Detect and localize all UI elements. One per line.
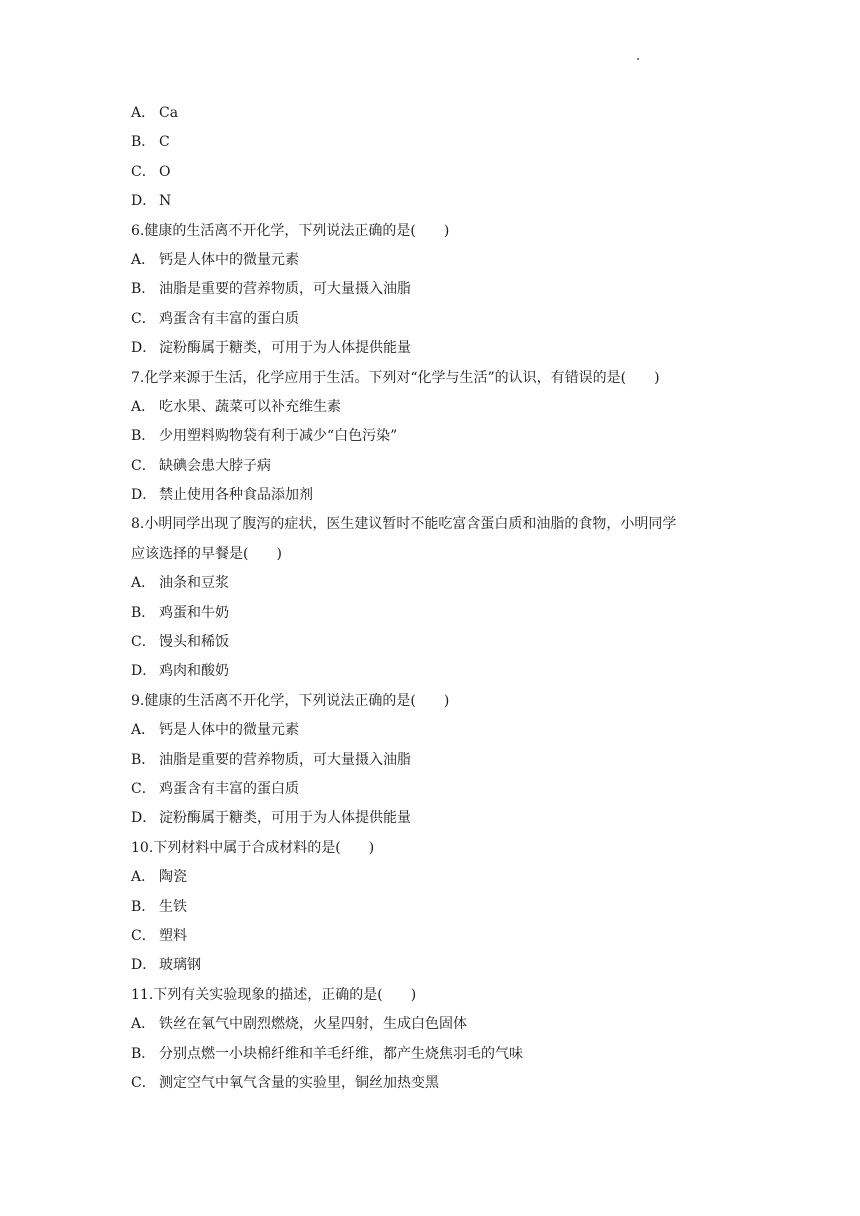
answer-option [131, 628, 771, 657]
option-letter: B． [131, 604, 156, 621]
option-text: O [159, 163, 171, 180]
answer-option [131, 746, 771, 775]
option-text: 淀粉酶属于糖类，可用于为人体提供能量 [159, 340, 411, 357]
option-letter: B． [131, 1045, 156, 1062]
option-letter: B． [131, 751, 156, 768]
question-text: 应该选择的早餐是( ) [131, 545, 282, 562]
option-letter: D． [131, 487, 157, 504]
option-letter: D． [131, 193, 157, 210]
option-letter: A． [131, 398, 156, 415]
question-text: 10.下列材料中属于合成材料的是( ) [131, 839, 375, 856]
question-text: 9.健康的生活离不开化学，下列说法正确的是( ) [131, 692, 450, 709]
option-letter: A． [131, 722, 156, 739]
option-text: 铁丝在氧气中剧烈燃烧，火星四射，生成白色固体 [159, 1016, 467, 1033]
question-text: 7.化学来源于生活，化学应用于生活。下列对“化学与生活”的认识，有错误的是( ) [131, 369, 660, 386]
option-text: 馒头和稀饭 [159, 634, 229, 651]
option-letter: B． [131, 898, 156, 915]
option-text: 吃水果、蔬菜可以补充维生素 [159, 398, 341, 415]
option-text: 鸡蛋和牛奶 [159, 604, 229, 621]
option-letter: D． [131, 663, 157, 680]
option-letter: D． [131, 810, 157, 827]
answer-option [131, 1069, 771, 1098]
answer-option [131, 863, 771, 892]
option-text: 鸡蛋含有丰富的蛋白质 [159, 310, 299, 327]
option-text: C [159, 134, 170, 151]
option-text: 淀粉酶属于糖类，可用于为人体提供能量 [159, 810, 411, 827]
option-text: 钙是人体中的微量元素 [159, 722, 299, 739]
answer-option [131, 775, 771, 804]
option-text: 测定空气中氧气含量的实验里，铜丝加热变黑 [159, 1074, 439, 1091]
answer-option [131, 275, 771, 304]
answer-option [131, 569, 771, 598]
option-text: Ca [159, 105, 179, 121]
option-text: 钙是人体中的微量元素 [159, 251, 299, 268]
answer-option [131, 99, 771, 128]
answer-option [131, 657, 771, 686]
option-text: 少用塑料购物袋有利于减少“白色污染” [159, 428, 398, 445]
document-body [131, 99, 771, 1098]
answer-option [131, 481, 771, 510]
option-letter: A． [131, 105, 156, 121]
page-mark-dot [637, 58, 639, 60]
question-text: 6.健康的生活离不开化学，下列说法正确的是( ) [131, 222, 450, 239]
option-letter: C． [131, 780, 156, 797]
option-letter: A． [131, 869, 156, 886]
option-letter: B． [131, 428, 156, 445]
option-letter: B． [131, 281, 156, 298]
option-letter: C． [131, 927, 156, 944]
option-text: 塑料 [159, 927, 187, 944]
answer-option [131, 246, 771, 275]
answer-option [131, 951, 771, 980]
option-text: 油脂是重要的营养物质，可大量摄入油脂 [159, 281, 411, 298]
answer-option [131, 893, 771, 922]
option-letter: C． [131, 634, 156, 651]
answer-option [131, 158, 771, 187]
option-letter: D． [131, 340, 157, 357]
answer-option [131, 305, 771, 334]
question-text: 8.小明同学出现了腹泻的症状，医生建议暂时不能吃富含蛋白质和油脂的食物，小明同学 [131, 516, 677, 533]
answer-option [131, 422, 771, 451]
option-text: 玻璃钢 [159, 957, 201, 974]
option-text: 缺碘会患大脖子病 [159, 457, 271, 474]
answer-option [131, 187, 771, 216]
answer-option [131, 1040, 771, 1069]
option-letter: A． [131, 1016, 156, 1033]
answer-option [131, 1010, 771, 1039]
option-text: 禁止使用各种食品添加剂 [159, 487, 313, 504]
option-letter: B． [131, 134, 156, 151]
answer-option [131, 922, 771, 951]
answer-option [131, 804, 771, 833]
option-letter: A． [131, 575, 156, 592]
option-letter: A． [131, 251, 156, 268]
option-text: 鸡肉和酸奶 [159, 663, 229, 680]
answer-option [131, 128, 771, 157]
answer-option [131, 599, 771, 628]
option-text: 油条和豆浆 [159, 575, 229, 592]
option-text: 生铁 [159, 898, 187, 915]
answer-option [131, 716, 771, 745]
option-text: 分别点燃一小块棉纤维和羊毛纤维，都产生烧焦羽毛的气味 [159, 1045, 523, 1062]
answer-option [131, 393, 771, 422]
option-text: 鸡蛋含有丰富的蛋白质 [159, 780, 299, 797]
option-text: N [159, 193, 172, 210]
answer-option [131, 452, 771, 481]
option-letter: C． [131, 310, 156, 327]
question-text: 11.下列有关实验现象的描述，正确的是( ) [131, 986, 417, 1003]
answer-option [131, 334, 771, 363]
option-letter: D． [131, 957, 157, 974]
option-text: 陶瓷 [159, 869, 187, 886]
option-letter: C． [131, 163, 156, 180]
option-letter: C． [131, 1074, 156, 1091]
option-text: 油脂是重要的营养物质，可大量摄入油脂 [159, 751, 411, 768]
option-letter: C． [131, 457, 156, 474]
